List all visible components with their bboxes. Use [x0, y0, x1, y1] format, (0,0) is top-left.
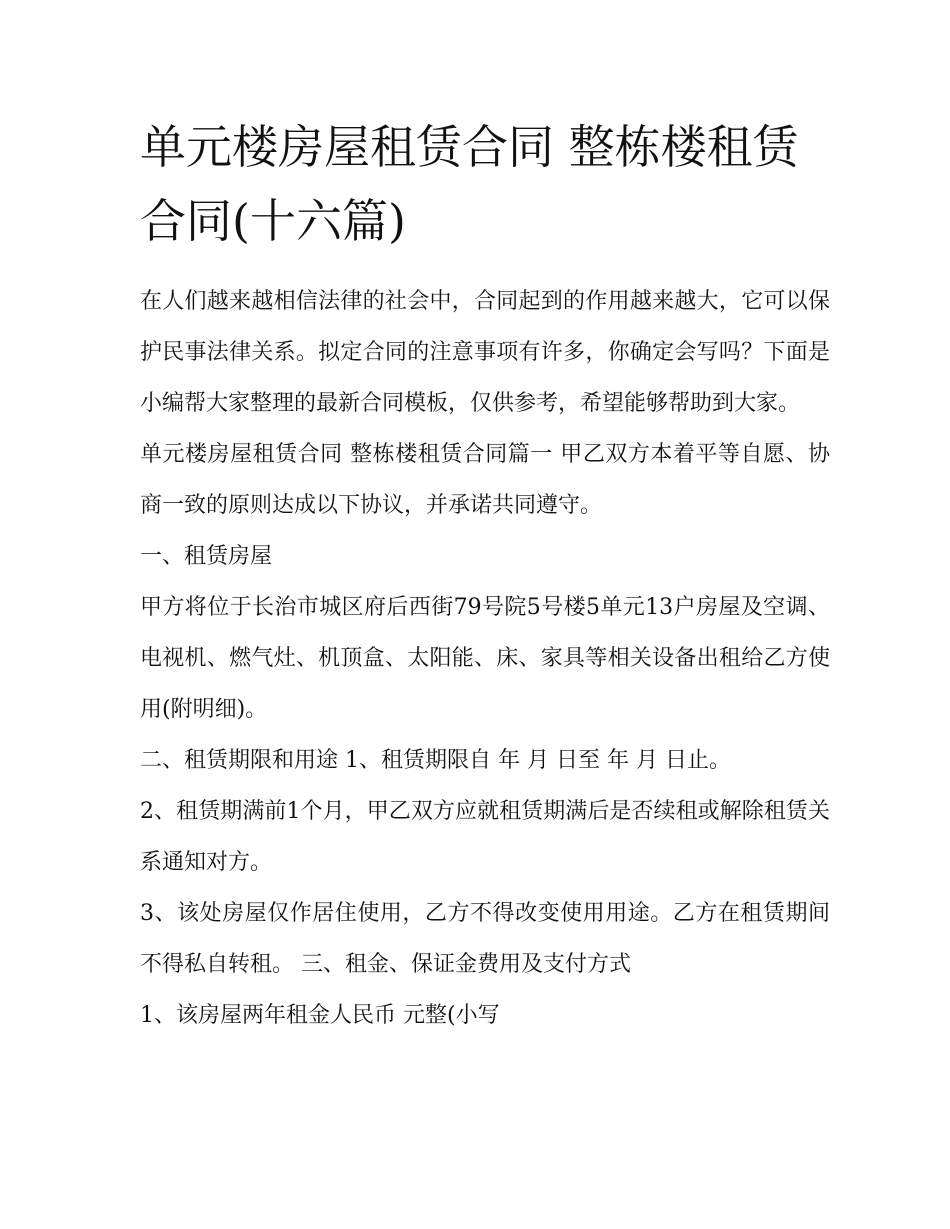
document-page: [140, 110, 830, 1041]
paragraph-property-description: 甲方将位于长治市城区府后西街79号院5号楼5单元13户房屋及空调、电视机、燃气灶、机顶盒、太阳能、床、家具等相关设备出租给乙方使用(附明细)。: [140, 595, 830, 722]
paragraph-renewal-notice: 2、租赁期满前1个月，甲乙双方应就租赁期满后是否续租或解除租赁关系通知对方。: [140, 799, 830, 875]
document-title: 单元楼房屋租赁合同 整栋楼租赁合同(十六篇): [140, 120, 799, 248]
paragraph-intro: 在人们越来越相信法律的社会中，合同起到的作用越来越大，它可以保护民事法律关系。拟定合同的注意事项有许多，你确定会写吗？下面是小编帮大家整理的最新合同模板，仅供参考，希望能够帮助到大家。: [140, 289, 830, 416]
section-heading-rental-property: 一、租赁房屋: [140, 544, 273, 569]
document-body: [140, 276, 830, 1041]
paragraph-usage-restriction: 3、该处房屋仅作居住使用，乙方不得改变使用用途。乙方在租赁期间不得私自转租。 三、租金、保证金费用及支付方式: [140, 901, 830, 977]
paragraph-contract-opening: 单元楼房屋租赁合同 整栋楼租赁合同篇一 甲乙双方本着平等自愿、协商一致的原则达成以下协议，并承诺共同遵守。: [140, 442, 830, 518]
paragraph-rent-amount: 1、该房屋两年租金人民币 元整(小写: [140, 1003, 500, 1028]
paragraph-term-and-use: 二、租赁期限和用途 1、租赁期限自 年 月 日至 年 月 日止。: [140, 748, 731, 773]
